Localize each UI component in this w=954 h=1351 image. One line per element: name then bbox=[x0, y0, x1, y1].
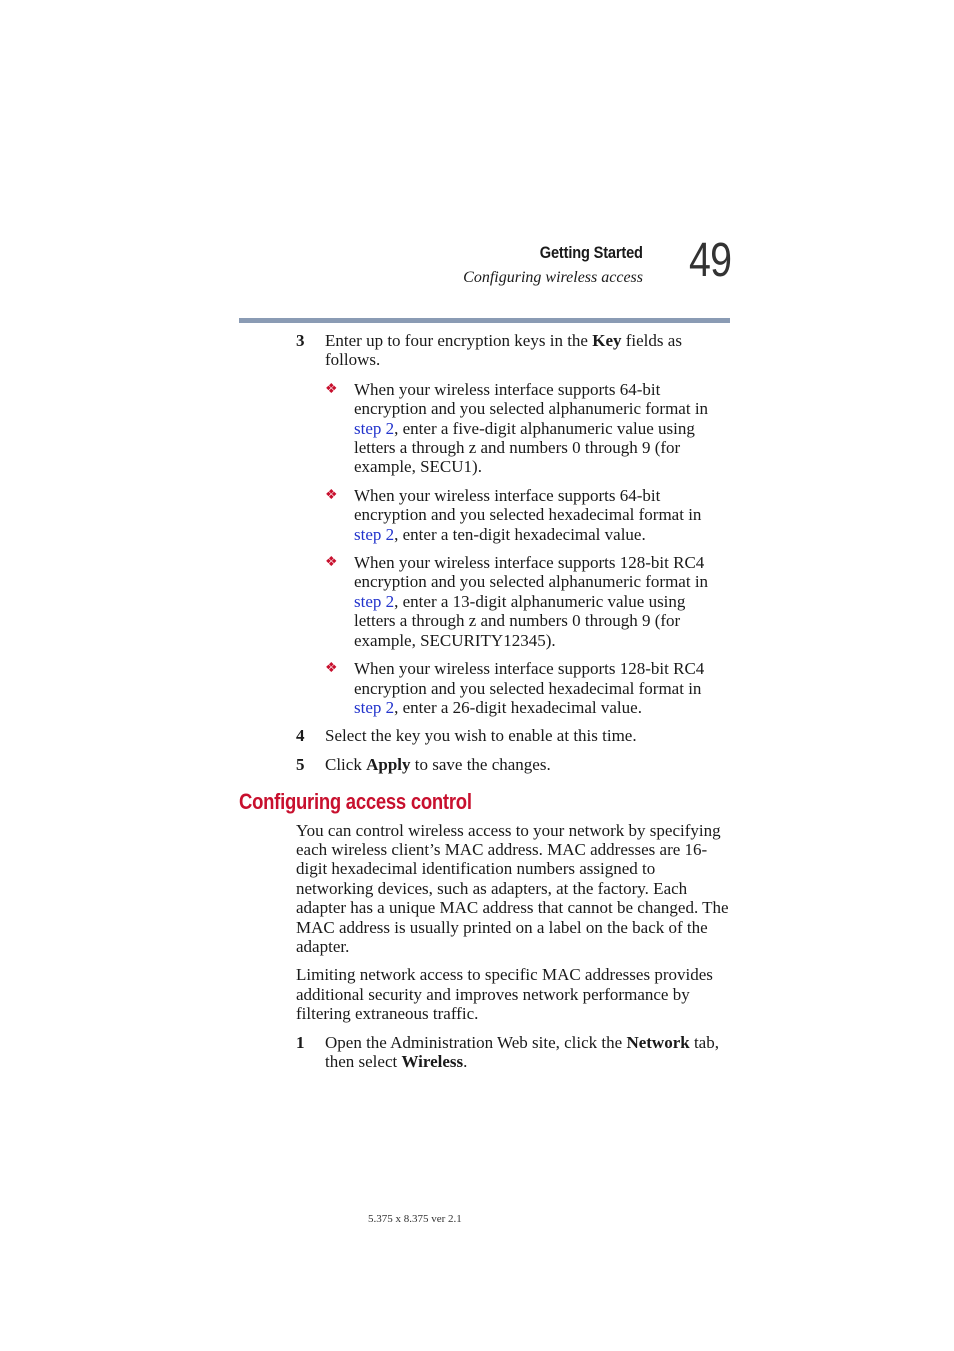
step-2-link[interactable]: step 2 bbox=[354, 524, 395, 544]
chapter-title: Getting Started bbox=[539, 243, 643, 262]
page-footer: 5.375 x 8.375 ver 2.1 bbox=[368, 1213, 462, 1225]
step-text: Enter up to four encryption keys in the bbox=[325, 331, 593, 350]
step-5 bbox=[239, 755, 730, 774]
step-text: fields as follows. bbox=[325, 331, 682, 370]
body-paragraph: Limiting network access to specific MAC addresses provides additional security and improves network performance by filtering extraneous traffic. bbox=[296, 965, 713, 1024]
bullet-item bbox=[239, 486, 730, 544]
step-text: Open the Administration Web site, click the bbox=[325, 1032, 627, 1052]
bullet-text: , enter a five-digit alphanumeric value using letters a through z and numbers 0 through 9 (for example, SECU1). bbox=[354, 418, 695, 477]
bullet-list bbox=[239, 380, 730, 718]
bullet-text: When your wireless interface supports 64-bit encryption and you selected hexadecimal format in bbox=[354, 485, 702, 525]
step-number: 3 bbox=[296, 331, 305, 350]
step-2-link[interactable]: step 2 bbox=[354, 418, 395, 438]
header-rule bbox=[239, 318, 730, 323]
bullet-text: , enter a 13-digit alphanumeric value using letters a through z and numbers 0 through 9 (for example, SECURITY12345). bbox=[354, 591, 686, 650]
bullet-item bbox=[239, 380, 730, 477]
wireless-label: Wireless bbox=[401, 1052, 464, 1071]
step-text: to save the changes. bbox=[410, 754, 551, 774]
step-text: Select the key you wish to enable at this time. bbox=[325, 726, 637, 746]
diamond-bullet-icon: ❖ bbox=[325, 555, 338, 571]
bullet-text: When your wireless interface supports 64-bit encryption and you selected alphanumeric format in bbox=[354, 379, 709, 419]
diamond-bullet-icon: ❖ bbox=[325, 381, 338, 397]
step-2-link[interactable]: step 2 bbox=[354, 697, 395, 717]
diamond-bullet-icon: ❖ bbox=[325, 661, 338, 677]
apply-label: Apply bbox=[366, 754, 411, 774]
step-2-link[interactable]: step 2 bbox=[354, 591, 395, 611]
step-1 bbox=[239, 1033, 730, 1072]
section-subtitle: Configuring wireless access bbox=[463, 269, 643, 286]
key-label: Key bbox=[592, 331, 622, 350]
body-paragraph: You can control wireless access to your network by specifying each wireless client’s MAC address. MAC addresses are 16-digit hexadecimal identification numbers assigned to networking devices, such as adapters, at the factory. Each adapter has a unique MAC address that cannot be changed. The MAC address is usually printed on a label on the back of the adapter. bbox=[296, 820, 729, 956]
network-label: Network bbox=[626, 1032, 690, 1052]
page-content bbox=[239, 331, 730, 1080]
step-number: 4 bbox=[296, 726, 305, 746]
step-text: Click bbox=[325, 754, 367, 774]
bullet-text: When your wireless interface supports 128-bit RC4 encryption and you selected hexadecimal format in bbox=[354, 659, 705, 698]
bullet-item bbox=[239, 659, 730, 717]
bullet-text: When your wireless interface supports 128-bit RC4 encryption and you selected alphanumeric format in bbox=[354, 553, 709, 592]
bullet-item bbox=[239, 553, 730, 650]
diamond-bullet-icon: ❖ bbox=[325, 487, 338, 503]
step-text: tab, then select bbox=[325, 1032, 719, 1071]
section-heading: Configuring access control bbox=[239, 789, 472, 815]
step-text: . bbox=[463, 1052, 468, 1071]
step-4 bbox=[239, 726, 730, 745]
bullet-text: , enter a ten-digit hexadecimal value. bbox=[394, 524, 646, 544]
step-3 bbox=[239, 331, 730, 370]
step-number: 1 bbox=[296, 1032, 305, 1052]
step-number: 5 bbox=[296, 754, 305, 774]
page-number: 49 bbox=[689, 234, 732, 287]
bullet-text: , enter a 26-digit hexadecimal value. bbox=[394, 697, 642, 717]
